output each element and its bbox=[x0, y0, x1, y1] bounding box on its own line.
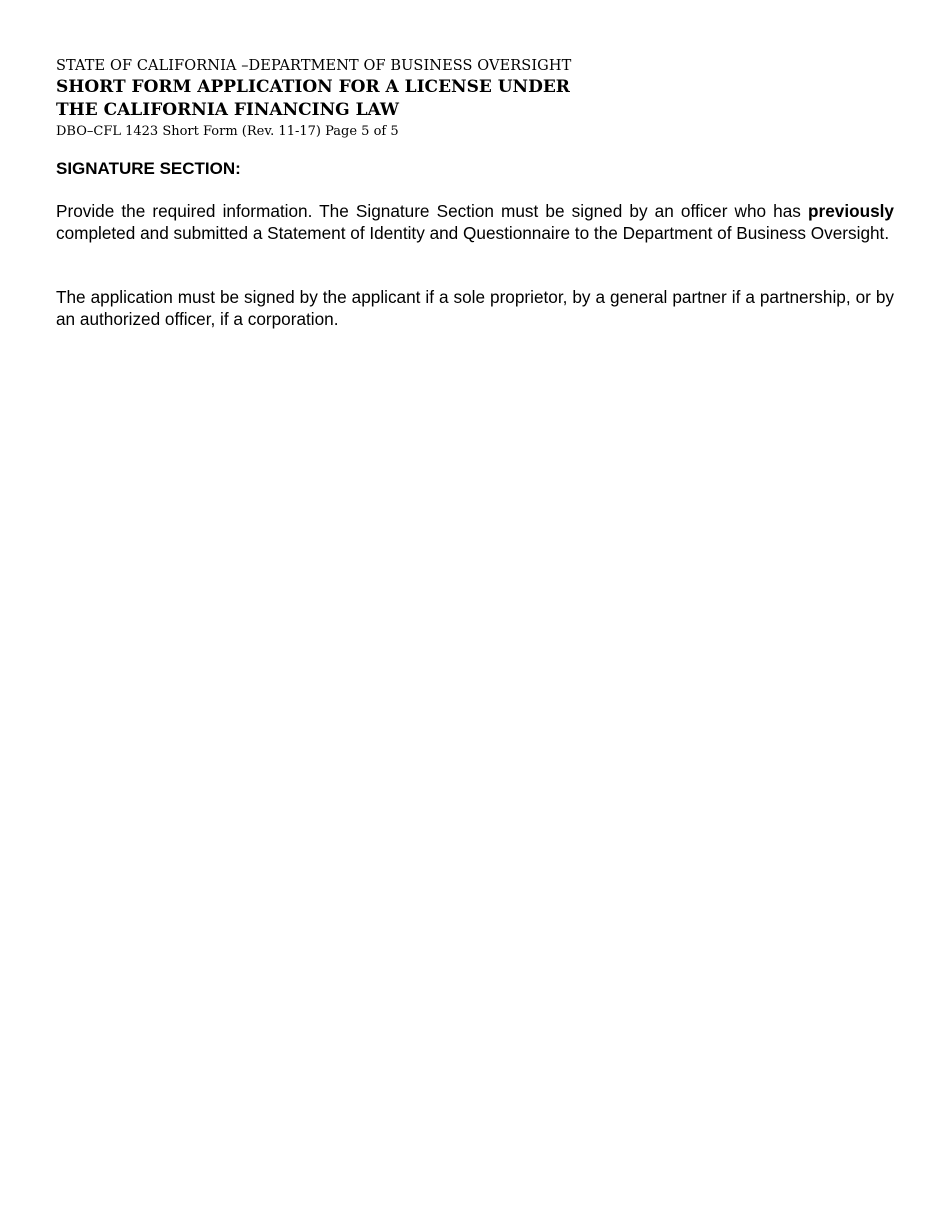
form-number: DBO–CFL 1423 Short Form (Rev. 11-17) Page 5 of 5 bbox=[56, 124, 399, 139]
agency-name: STATE OF CALIFORNIA –DEPARTMENT OF BUSINESS OVERSIGHT bbox=[56, 58, 572, 74]
paragraph-1-text-start: Provide the required information. The Signature Section must be signed by an officer who has bbox=[56, 201, 809, 221]
instruction-paragraph-2: The application must be signed by the applicant if a sole proprietor, by a general partner if a partnership, or by an authorized officer, if a corporation. bbox=[56, 287, 894, 329]
section-heading: SIGNATURE SECTION: bbox=[56, 159, 241, 178]
form-title-line-2: THE CALIFORNIA FINANCING LAW bbox=[56, 100, 399, 120]
paragraph-1-emphasis: previously bbox=[808, 201, 894, 221]
instruction-paragraph-1 bbox=[56, 201, 894, 244]
document-header bbox=[56, 56, 896, 142]
paragraph-1-text-end: completed and submitted a Statement of Identity and Questionnaire to the Department of Business Oversight. bbox=[56, 222, 890, 243]
form-title-line-1: SHORT FORM APPLICATION FOR A LICENSE UNDER bbox=[56, 77, 570, 97]
